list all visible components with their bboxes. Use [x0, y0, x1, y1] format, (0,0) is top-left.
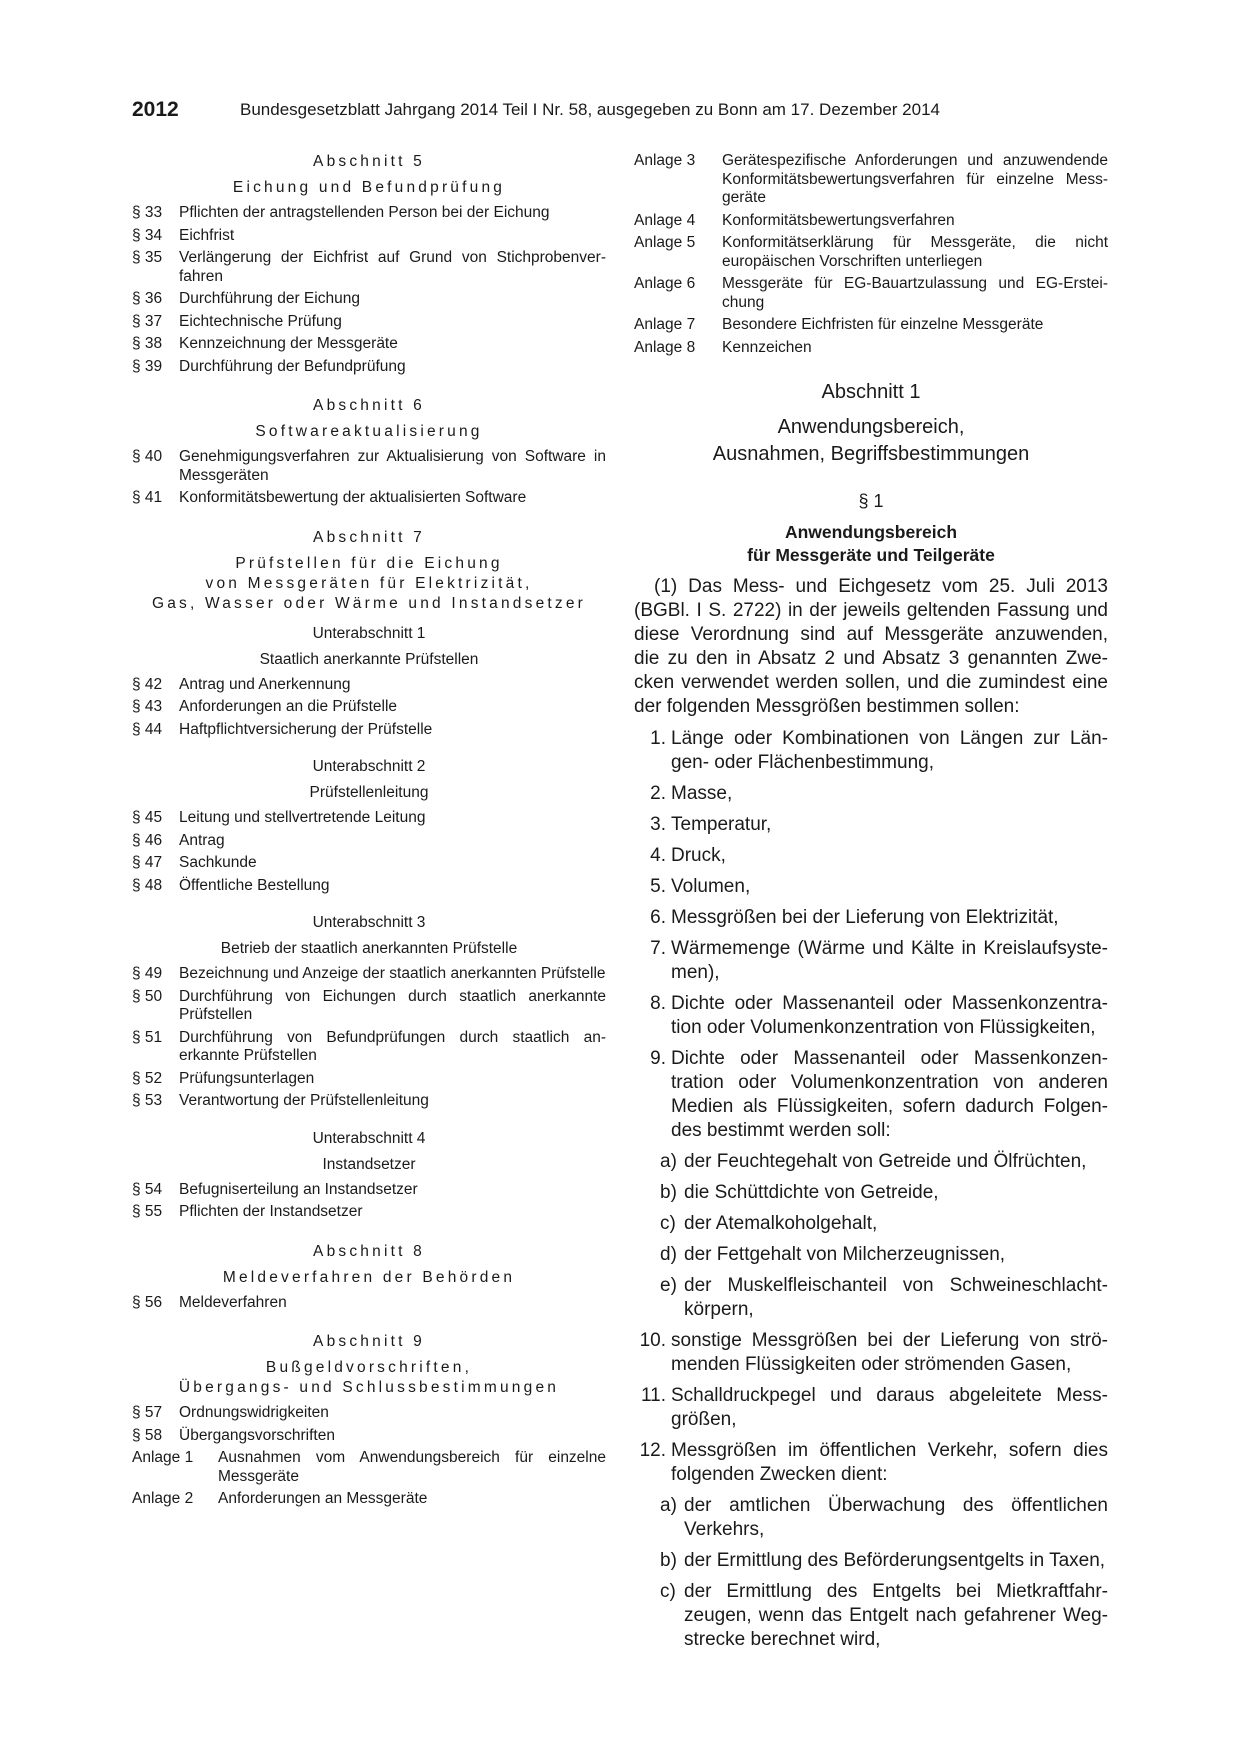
item-number: 4. [650, 845, 666, 866]
toc-title: Sachkunde [179, 854, 257, 871]
toc-title: Genehmigungsverfahren zur Aktualisierung von Software in Messgeräten [179, 448, 606, 484]
anlage-item[interactable] [634, 339, 1108, 358]
section-title: Ausnahmen, Begriffsbestimmungen [712, 443, 1030, 465]
item-text: Temperatur, [671, 814, 772, 835]
list-item [634, 1329, 1108, 1377]
anlage-item[interactable] [634, 234, 1108, 271]
anlage-number: Anlage 6 [634, 275, 696, 292]
toc-number: § 45 [132, 809, 163, 826]
anlage-item[interactable] [132, 1490, 606, 1509]
section-title: Eichung und Befundprüfung [232, 179, 506, 196]
list-item [634, 813, 1108, 837]
toc-item[interactable] [132, 1092, 606, 1111]
item-text: Dichte oder Massenanteil oder Massenkonzentration oder Volumenkonzentration von anderen Medien als Flüssigkeiten, sofern dadurch Folgendes bestimmt werden soll: [671, 1048, 1108, 1141]
anlage-item[interactable] [634, 152, 1108, 208]
item-text: Dichte oder Massenanteil oder Massenkonzentration oder Volumenkonzentration von Flüssigkeiten, [671, 993, 1108, 1038]
item-number: 8. [650, 993, 666, 1014]
item-text: Länge oder Kombinationen von Längen zur Längen- oder Flächenbestimmung, [671, 728, 1108, 773]
sub-item-text: der Fettgehalt von Milcherzeugnissen, [684, 1244, 1006, 1265]
list-item [634, 727, 1108, 775]
toc-title: Übergangsvorschriften [179, 1426, 335, 1444]
toc-number: § 52 [132, 1069, 163, 1087]
toc-list [132, 1404, 606, 1445]
sub-item-label: e) [660, 1275, 677, 1296]
toc-title: Prüfungsunterlagen [179, 1069, 315, 1087]
section-title: Übergangs- und Schlussbestimmungen [178, 1379, 560, 1396]
toc-list [132, 1294, 606, 1313]
subsection-title: Prüfstellenleitung [309, 784, 429, 801]
anlage-title: Konformitätserklärung für Messgeräte, die nicht europäischen Vorschriften unterliegen [722, 234, 1108, 270]
toc-number: § 54 [132, 1180, 163, 1198]
item-text: Masse, [671, 783, 733, 804]
sub-item-text: der Atemalkoholgehalt, [684, 1213, 878, 1234]
anlage-title: Konformitätsbewertungsverfahren [722, 211, 955, 229]
toc-title: Öffentliche Bestellung [179, 876, 330, 894]
section-title: von Messgeräten für Elektrizität, [205, 574, 533, 592]
item-text: Wärmemenge (Wärme und Kälte in Kreislaufsystemen), [671, 938, 1108, 983]
sub-list-item [634, 1549, 1108, 1573]
toc-number: § 47 [132, 854, 163, 871]
toc-list [132, 676, 606, 740]
page-header [132, 98, 1112, 126]
anlage-number: Anlage 7 [634, 316, 696, 333]
item-number: 11. [640, 1385, 666, 1406]
sub-item-label: b) [660, 1550, 677, 1571]
toc-number: § 46 [132, 831, 163, 849]
toc-item[interactable] [132, 448, 606, 485]
anlage-title: Kennzeichen [722, 338, 812, 356]
toc-item[interactable] [132, 227, 606, 246]
list-item [634, 782, 1108, 806]
numbered-list [634, 727, 1108, 1143]
anlage-number: Anlage 8 [634, 338, 696, 356]
toc-number: § 48 [132, 876, 163, 894]
subsection-heading: Unterabschnitt 2 [312, 758, 426, 775]
toc-title: Antrag und Anerkennung [179, 675, 351, 693]
list-item [634, 906, 1108, 930]
toc-item[interactable] [132, 335, 606, 354]
toc-item[interactable] [132, 988, 606, 1025]
toc-number: § 57 [132, 1404, 163, 1421]
list-item [634, 844, 1108, 868]
anlage-item[interactable] [132, 1449, 606, 1486]
item-number: 6. [650, 907, 666, 928]
toc-title: Anforderungen an die Prüfstelle [179, 698, 398, 715]
sub-item-text: die Schüttdichte von Getreide, [684, 1182, 939, 1203]
paragraph-title: für Messgeräte und Teilgeräte [747, 545, 995, 565]
sub-item-label: a) [660, 1151, 677, 1172]
toc-item[interactable] [132, 1294, 606, 1313]
anlage-title: Messgeräte für EG-Bauartzulassung und EG-Ersteichung [722, 275, 1108, 311]
toc-item[interactable] [132, 676, 606, 695]
toc-item[interactable] [132, 358, 606, 377]
toc-number: § 42 [132, 675, 163, 693]
right-column [634, 152, 1108, 1659]
list-item [634, 1439, 1108, 1487]
toc-title: Durchführung der Befundprüfung [179, 357, 406, 375]
toc-item[interactable] [132, 249, 606, 286]
toc-number: § 55 [132, 1203, 163, 1220]
sub-list-item [634, 1181, 1108, 1205]
toc-number: § 34 [132, 226, 163, 244]
item-text: Druck, [671, 845, 726, 866]
section-heading: Abschnitt 9 [313, 1333, 425, 1350]
sub-list-item [634, 1212, 1108, 1236]
toc-number: § 40 [132, 448, 163, 465]
toc-list [132, 809, 606, 895]
subsection-title: Betrieb der staatlich anerkannten Prüfstelle [220, 940, 518, 957]
toc-number: § 36 [132, 290, 163, 307]
toc-item[interactable] [132, 809, 606, 828]
item-text: Schalldruckpegel und daraus abgeleitete Messgrößen, [671, 1385, 1108, 1430]
toc-list [132, 448, 606, 508]
toc-number: § 39 [132, 357, 163, 375]
subsection-heading: Unterabschnitt 3 [312, 914, 426, 931]
running-head: Bundesgesetzblatt Jahrgang 2014 Teil I Nr. 58, ausgegeben zu Bonn am 17. Dezember 2014 [240, 100, 940, 119]
toc-title: Eichfrist [179, 226, 235, 244]
toc-title: Antrag [179, 831, 225, 849]
sub-list [634, 1494, 1108, 1652]
section-heading: Abschnitt 6 [313, 397, 425, 414]
anlage-title: Gerätespezifische Anforderungen und anzuwendende Konformitätsbewertungsverfahren für einzelne Messgeräte [722, 152, 1108, 206]
toc-number: § 53 [132, 1092, 163, 1109]
toc-item[interactable] [132, 1181, 606, 1200]
paragraph-text: (1) Das Mess- und Eichgesetz vom 25. Juli 2013 (BGBl. I S. 2722) in der jeweils geltenden Fassung und diese Verordnung sind auf Messgeräte anzuwenden, die zu den in Absatz 2 und Absatz 3 genannten Zwecken verwendet werden sollen, und die zumindest eine der folgenden Messgrößen bestimmen sollen: [634, 576, 1108, 717]
toc-item[interactable] [132, 204, 606, 223]
sub-list [634, 1150, 1108, 1322]
item-number: 7. [650, 938, 666, 959]
paragraph-sign: § 1 [858, 491, 884, 511]
section-heading: Abschnitt 1 [821, 381, 921, 403]
item-number: 3. [650, 814, 666, 835]
toc-number: § 50 [132, 987, 163, 1005]
toc-item[interactable] [132, 721, 606, 740]
toc-title: Eichtechnische Prüfung [179, 312, 342, 330]
toc-title: Befugniserteilung an Instandsetzer [179, 1180, 418, 1198]
section-heading: Abschnitt 8 [313, 1242, 425, 1260]
subsection-title: Instandsetzer [322, 1155, 416, 1173]
section-title: Meldeverfahren der Behörden [222, 1268, 516, 1286]
toc-number: § 33 [132, 204, 163, 221]
toc-item[interactable] [132, 1070, 606, 1089]
toc-number: § 37 [132, 312, 163, 330]
sub-item-text: der Ermittlung des Entgelts bei Mietkraftfahrzeugen, wenn das Entgelt nach gefahrener Wegstrecke berechnet wird, [684, 1581, 1108, 1650]
anlage-number: Anlage 1 [132, 1449, 194, 1466]
sub-item-label: c) [660, 1213, 676, 1234]
toc-item[interactable] [132, 313, 606, 332]
anlagen-list [132, 1449, 606, 1509]
sub-list-item [634, 1580, 1108, 1652]
item-text: Messgrößen bei der Lieferung von Elektrizität, [671, 907, 1059, 928]
anlage-item[interactable] [634, 212, 1108, 231]
toc-title: Durchführung von Eichungen durch staatlich anerkannte Prüfstellen [179, 987, 606, 1023]
toc-item[interactable] [132, 854, 606, 873]
item-number: 10. [639, 1330, 666, 1351]
list-item [634, 875, 1108, 899]
toc-number: § 58 [132, 1426, 163, 1444]
anlage-number: Anlage 3 [634, 152, 696, 169]
toc-number: § 49 [132, 965, 163, 982]
paragraph-title: Anwendungsbereich [784, 522, 958, 542]
item-number: 12. [639, 1440, 666, 1461]
item-text: sonstige Messgrößen bei der Lieferung von strömenden Flüssigkeiten oder strömenden Gasen, [671, 1330, 1108, 1375]
toc-title: Ordnungswidrigkeiten [179, 1404, 329, 1421]
sub-list-item [634, 1494, 1108, 1542]
toc-title: Durchführung von Befundprüfungen durch staatlich anerkannte Prüfstellen [179, 1028, 606, 1064]
sub-item-label: c) [660, 1581, 676, 1602]
toc-number: § 51 [132, 1028, 163, 1046]
toc-title: Bezeichnung und Anzeige der staatlich anerkannten Prüfstelle [179, 965, 606, 982]
toc-number: § 35 [132, 249, 163, 266]
sub-item-label: a) [660, 1495, 677, 1516]
anlage-title: Ausnahmen vom Anwendungsbereich für einzelne Messgeräte [218, 1449, 606, 1485]
item-text: Volumen, [671, 876, 751, 897]
anlage-number: Anlage 5 [634, 234, 696, 251]
toc-title: Verantwortung der Prüfstellenleitung [179, 1092, 429, 1109]
toc-number: § 56 [132, 1293, 163, 1311]
toc-title: Durchführung der Eichung [179, 290, 360, 307]
toc-title: Konformitätsbewertung der aktualisierten Software [179, 489, 527, 506]
anlage-title: Anforderungen an Messgeräte [218, 1490, 428, 1507]
toc-item[interactable] [132, 832, 606, 851]
item-number: 9. [650, 1048, 666, 1069]
item-number: 5. [650, 876, 666, 897]
toc-title: Leitung und stellvertretende Leitung [179, 809, 426, 826]
toc-number: § 41 [132, 489, 163, 506]
anlage-number: Anlage 4 [634, 211, 696, 229]
list-item [634, 1384, 1108, 1432]
section-heading: Abschnitt 7 [313, 528, 425, 546]
sub-item-text: der Feuchtegehalt von Getreide und Ölfrüchten, [684, 1151, 1087, 1172]
subsection-heading: Unterabschnitt 4 [312, 1129, 426, 1147]
toc-item[interactable] [132, 1203, 606, 1222]
sub-list-item [634, 1150, 1108, 1174]
toc-title: Meldeverfahren [179, 1293, 287, 1311]
sub-item-text: der Ermittlung des Beförderungsentgelts in Taxen, [684, 1550, 1106, 1571]
item-number: 2. [650, 783, 666, 804]
toc-title: Kennzeichnung der Messgeräte [179, 335, 398, 352]
section-heading: Abschnitt 5 [313, 153, 425, 170]
sub-item-label: b) [660, 1182, 677, 1203]
toc-list [132, 204, 606, 376]
toc-title: Pflichten der antragstellenden Person bei der Eichung [179, 204, 550, 221]
sub-item-text: der amtlichen Überwachung des öffentlichen Verkehrs, [684, 1495, 1108, 1540]
left-column [132, 152, 606, 1513]
sub-list-item [634, 1243, 1108, 1267]
toc-list [132, 965, 606, 1111]
anlage-item[interactable] [634, 316, 1108, 335]
subsection-title: Staatlich anerkannte Prüfstellen [259, 650, 479, 668]
toc-number: § 38 [132, 335, 163, 352]
toc-item[interactable] [132, 965, 606, 984]
item-text: Messgrößen im öffentlichen Verkehr, sofern dies folgenden Zwecken dient: [671, 1440, 1108, 1485]
toc-item[interactable] [132, 290, 606, 309]
sub-item-label: d) [660, 1244, 677, 1265]
section-title: Softwareaktualisierung [255, 423, 483, 440]
section-title: Bußgeldvorschriften, [265, 1359, 473, 1376]
toc-list [132, 1181, 606, 1222]
toc-item[interactable] [132, 1427, 606, 1446]
anlagen-list [634, 152, 1108, 357]
section-title: Anwendungsbereich, [777, 416, 965, 438]
section-title: Gas, Wasser oder Wärme und Instandsetzer [151, 594, 587, 612]
list-item [634, 937, 1108, 985]
page-number: 2012 [132, 98, 179, 121]
sub-list-item [634, 1274, 1108, 1322]
anlage-number: Anlage 2 [132, 1490, 194, 1507]
list-item [634, 1047, 1108, 1143]
toc-item[interactable] [132, 1404, 606, 1423]
sub-item-text: der Muskelfleischanteil von Schweineschlachtkörpern, [684, 1275, 1108, 1320]
toc-item[interactable] [132, 877, 606, 896]
toc-number: § 44 [132, 720, 163, 738]
toc-title: Pflichten der Instandsetzer [179, 1203, 363, 1220]
section-title: Prüfstellen für die Eichung [235, 554, 503, 572]
subsection-heading: Unterabschnitt 1 [312, 624, 426, 642]
item-number: 1. [650, 728, 666, 749]
toc-number: § 43 [132, 698, 163, 715]
anlage-item[interactable] [634, 275, 1108, 312]
toc-item[interactable] [132, 1029, 606, 1066]
list-item [634, 992, 1108, 1040]
anlage-title: Besondere Eichfristen für einzelne Messgeräte [722, 316, 1044, 333]
toc-title: Verlängerung der Eichfrist auf Grund von Stichprobenverfahren [179, 249, 606, 285]
toc-item[interactable] [132, 489, 606, 508]
toc-title: Haftpflichtversicherung der Prüfstelle [179, 720, 433, 738]
numbered-list [634, 1329, 1108, 1487]
toc-item[interactable] [132, 698, 606, 717]
